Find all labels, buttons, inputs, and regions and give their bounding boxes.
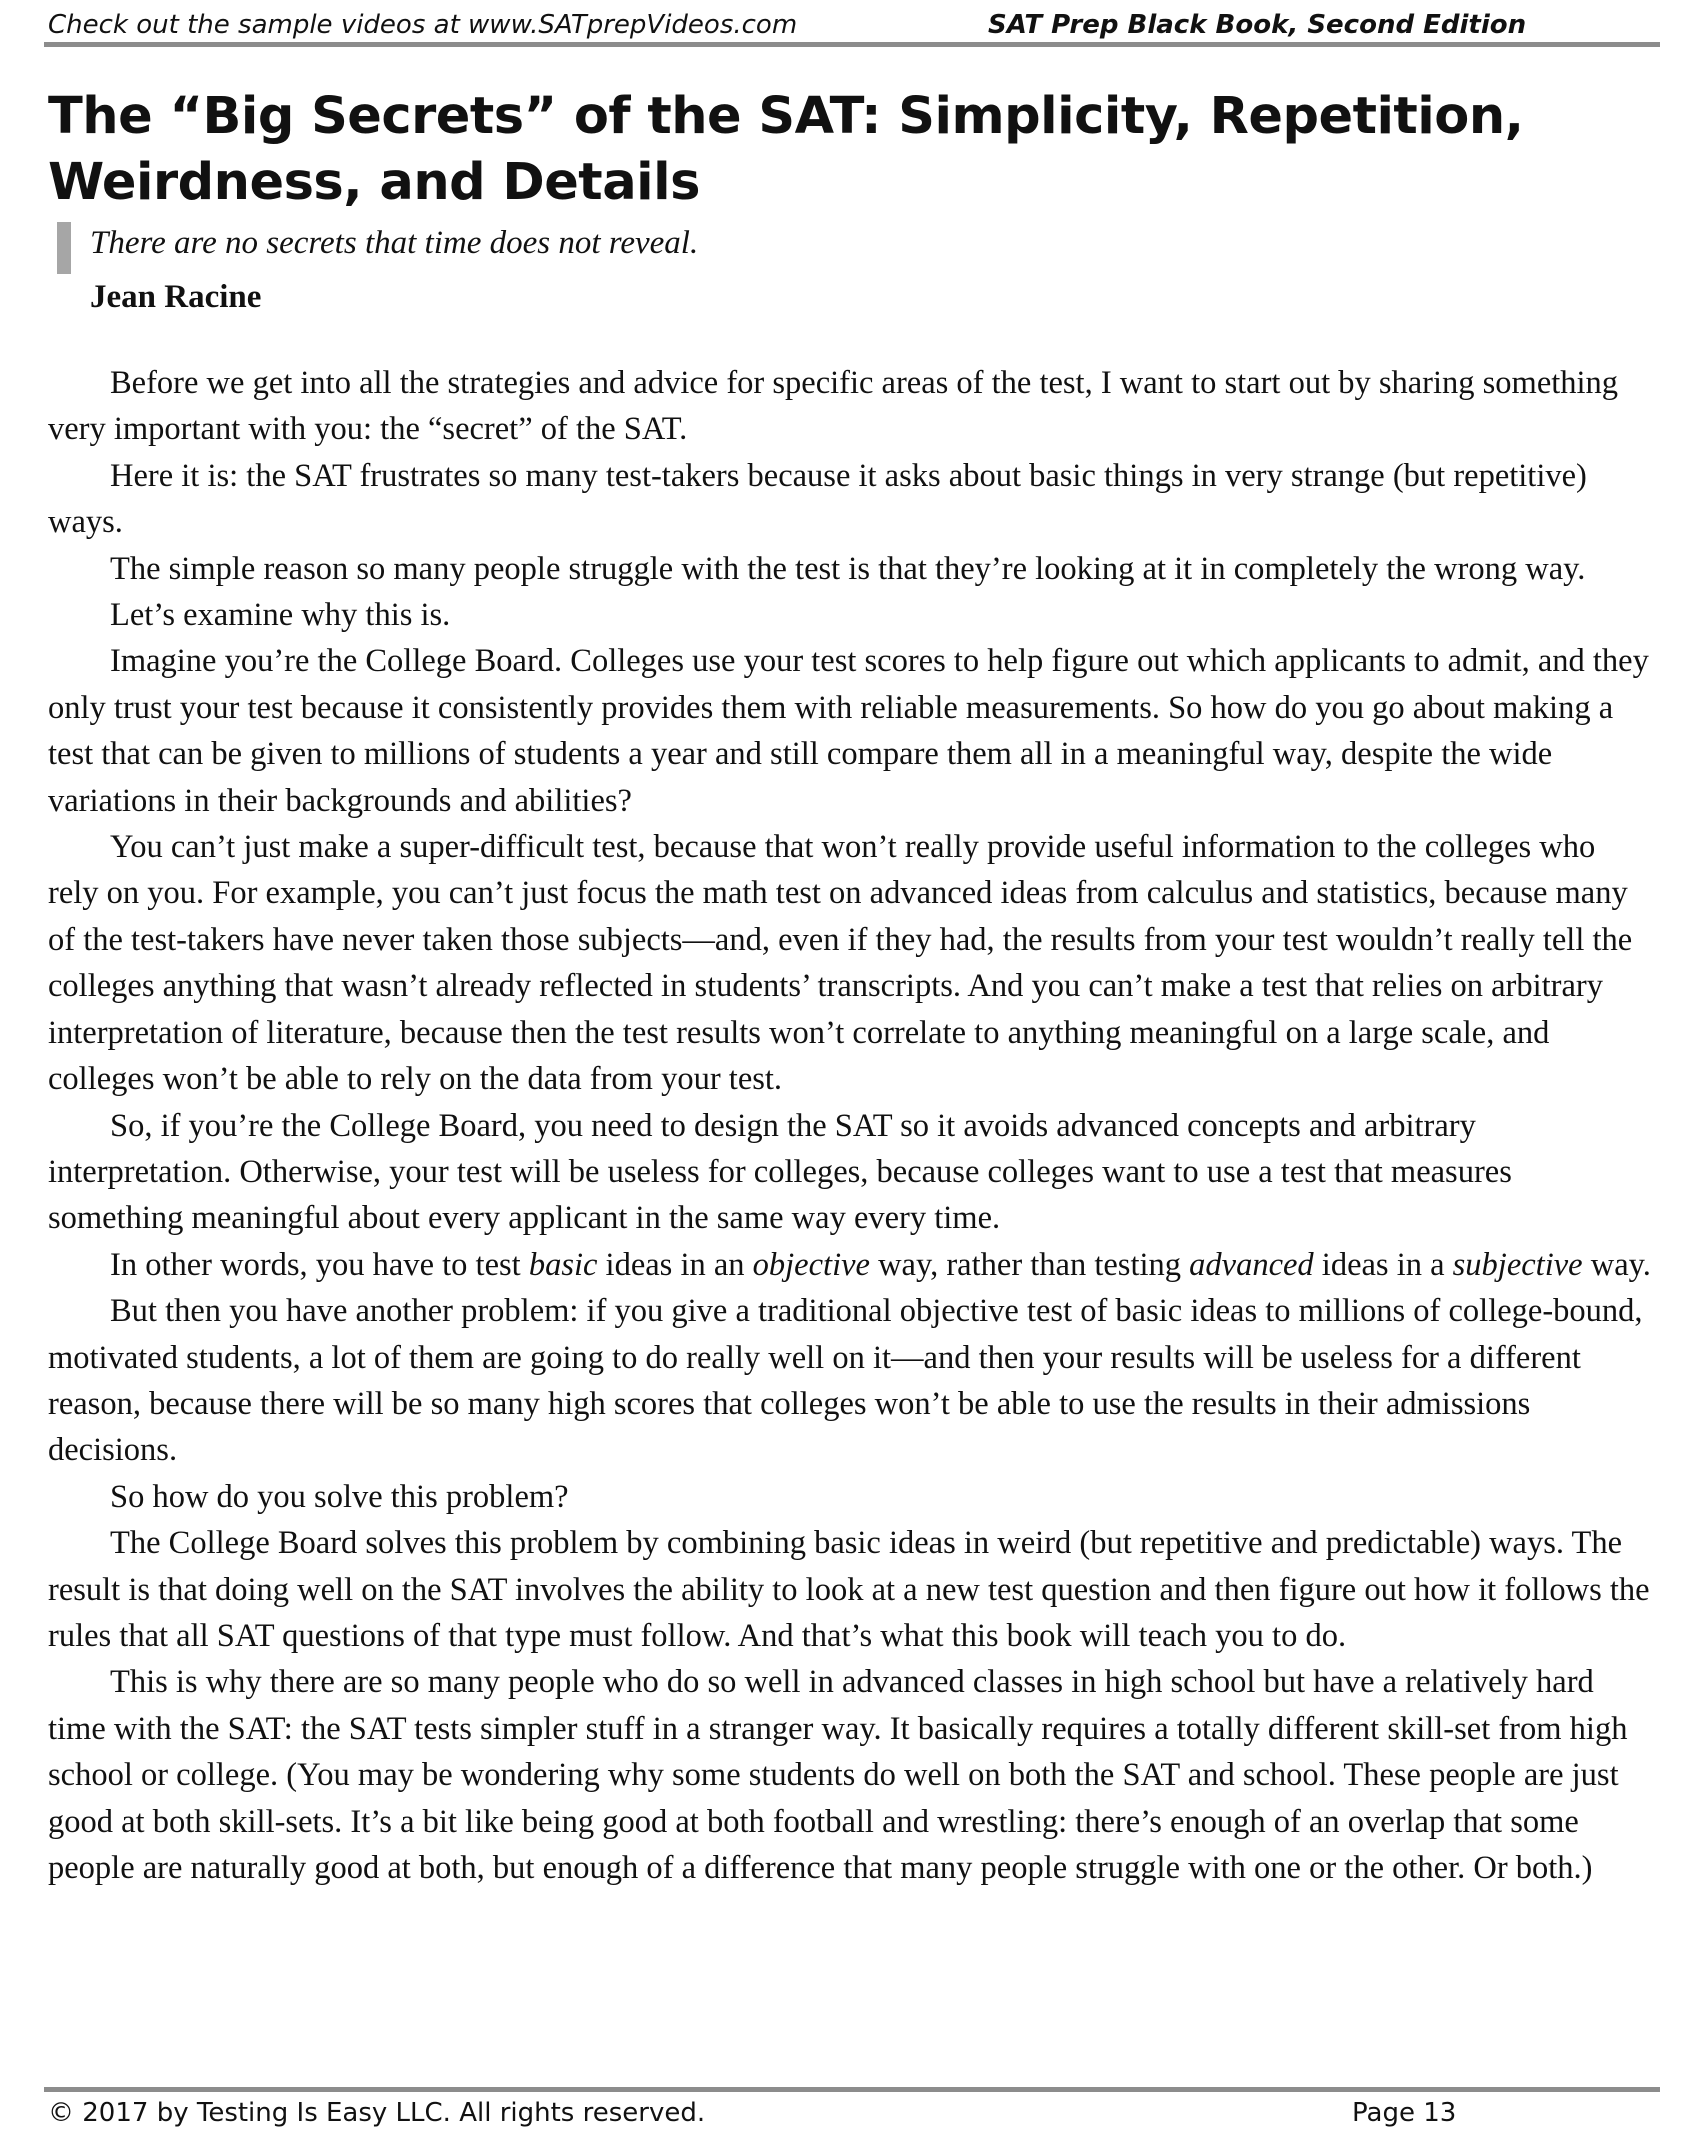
footer-page-number: Page 13 [1352,2098,1457,2128]
text-run: way, rather than testing [869,1246,1190,1283]
emphasis-subjective: subjective [1452,1246,1583,1283]
header-website-text: Check out the sample videos at www.SATprepVideos.com [48,10,798,40]
paragraph: Here it is: the SAT frustrates so many test-takers because it asks about basic things in very strange (but repetitive) ways. [48,457,1587,541]
paragraph: So how do you solve this problem? [110,1478,569,1515]
epigraph-author: Jean Racine [90,279,262,315]
text-run: In other words, you have to test [110,1246,529,1283]
body-text [48,360,1652,1891]
paragraph: This is why there are so many people who do so well in advanced classes in high school but have a relatively hard time with the SAT: the SAT tests simpler stuff in a stranger way. It basically requires a totally different skill-set from high school or college. (You may be wondering why some students do well on both the SAT and school. These people are just good at both skill-sets. It’s a bit like being good at both football and wrestling: there’s enough of an overlap that some people are naturally good at both, but enough of a difference that many people struggle with one or the other. Or both.) [48,1664,1628,1886]
paragraph: Before we get into all the strategies and advice for specific areas of the test, I want to start out by sharing something very important with you: the “secret” of the SAT. [48,365,1619,448]
text-run: ideas in a [1313,1246,1453,1283]
running-footer [48,2096,1660,2132]
paragraph-emphasis [48,1242,1652,1288]
paragraph: The simple reason so many people struggle with the test is that they’re looking at it in completely the wrong way. [110,550,1586,587]
epigraph-quote: There are no secrets that time does not reveal. [90,225,699,261]
footer-rule [44,2087,1660,2092]
paragraph: The College Board solves this problem by combining basic ideas in weird (but repetitive and predictable) ways. The result is that doing well on the SAT involves the ability to look at a new test question and then figure out how it follows the rules that all SAT questions of that type must follow. And that’s what this book will teach you to do. [48,1525,1650,1654]
header-rule [44,42,1660,47]
chapter-title: The “Big Secrets” of the SAT: Simplicity, Repetition, Weirdness, and Details [48,87,1524,212]
text-run: way. [1582,1246,1651,1283]
header-book-title: SAT Prep Black Book, Second Edition [988,10,1527,40]
emphasis-advanced: advanced [1189,1246,1314,1283]
emphasis-basic: basic [528,1246,598,1283]
paragraph: But then you have another problem: if you give a traditional objective test of basic ideas to millions of college-bound, motivated students, a lot of them are going to do really well on it—and then your results will be useless for a different reason, because there will be so many high scores that colleges won’t be able to use the results in their admissions decisions. [48,1293,1643,1469]
emphasis-objective: objective [752,1246,870,1283]
epigraph-bar [57,222,71,274]
paragraph: Let’s examine why this is. [110,597,451,634]
paragraph: You can’t just make a super-difficult test, because that won’t really provide useful information to the colleges who rely on you. For example, you can’t just focus the math test on advanced ideas from calculus and statistics, because many of the test-takers have never taken those subjects—and, even if they had, the results from your test wouldn’t really tell the colleges anything that wasn’t already reflected in students’ transcripts. And you can’t make a test that relies on arbitrary interpretation of literature, because then the test results won’t correlate to anything meaningful on a large scale, and colleges won’t be able to rely on the data from your test. [48,829,1633,1098]
paragraph: Imagine you’re the College Board. Colleges use your test scores to help figure out which applicants to admit, and they only trust your test because it consistently provides them with reliable measurements. So how do you go about making a test that can be given to millions of students a year and still compare them all in a meaningful way, despite the wide variations in their backgrounds and abilities? [48,643,1649,819]
text-run: ideas in an [597,1246,753,1283]
running-header [48,6,1660,42]
footer-copyright: © 2017 by Testing Is Easy LLC. All rights reserved. [48,2098,706,2128]
paragraph: So, if you’re the College Board, you need to design the SAT so it avoids advanced concepts and arbitrary interpretation. Otherwise, your test will be useless for colleges, because colleges want to use a test that measures something meaningful about every applicant in the same way every time. [48,1107,1512,1237]
